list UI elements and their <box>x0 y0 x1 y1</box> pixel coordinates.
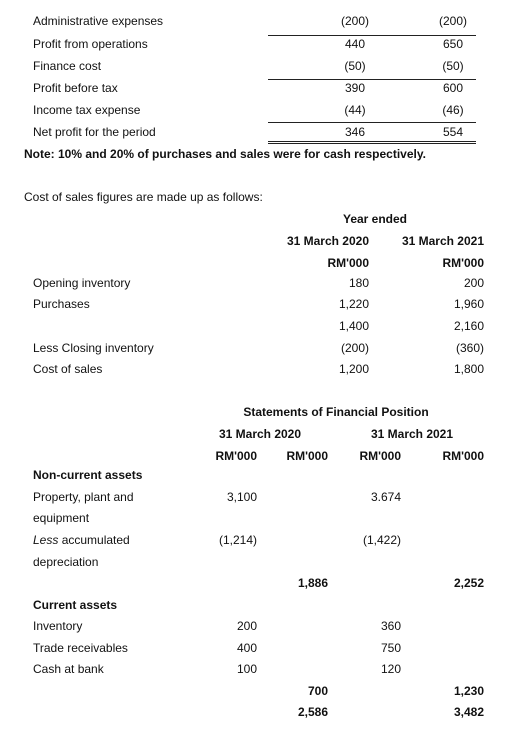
value-2020: 100 <box>236 662 257 676</box>
value-2021: (50) <box>442 59 464 73</box>
row-label: Finance cost <box>33 59 102 73</box>
value-2021: 360 <box>380 619 401 633</box>
value-2021: 120 <box>380 662 401 676</box>
ppe-2020: 3,100 <box>226 490 257 504</box>
date-2020: 31 March 2020 <box>218 427 302 441</box>
ppe-label: Property, plant and <box>33 490 134 504</box>
date-2021: 31 March 2021 <box>370 427 454 441</box>
section-title: Statements of Financial Position <box>243 405 429 419</box>
value-2020: 1,220 <box>338 297 369 311</box>
depreciation-2021: (1,422) <box>362 533 401 547</box>
row-label: Inventory <box>33 619 83 633</box>
value-2021: 554 <box>442 125 464 139</box>
cash-note: Note: 10% and 20% of purchases and sales were for cash respectively. <box>24 147 426 161</box>
value-2021: 600 <box>442 81 464 95</box>
row-label: Net profit for the period <box>33 125 156 139</box>
underline <box>268 35 476 36</box>
value-2020: 180 <box>348 276 369 290</box>
value-2021: (360) <box>455 341 484 355</box>
row-label: Cost of sales <box>33 362 103 376</box>
date-2021: 31 March 2021 <box>401 234 484 248</box>
value-2020: 200 <box>236 619 257 633</box>
double-underline-bottom <box>268 143 476 144</box>
depreciation-label-cont: depreciation <box>33 555 99 569</box>
value-2020: (200) <box>340 14 369 28</box>
row-label: Cash at bank <box>33 662 104 676</box>
row-label: Income tax expense <box>33 103 141 117</box>
depreciation-label <box>33 533 130 547</box>
depreciation-label-rest: accumulated <box>58 533 130 547</box>
value-2020: 400 <box>236 641 257 655</box>
row-label: Profit before tax <box>33 81 118 95</box>
value-2021: 2,160 <box>453 319 484 333</box>
ppe-label-cont: equipment <box>33 511 90 525</box>
nca-total-2020: 1,886 <box>297 576 328 590</box>
section-intro: Cost of sales figures are made up as follows: <box>24 190 263 204</box>
nca-total-2021: 2,252 <box>453 576 484 590</box>
depreciation-2020: (1,214) <box>218 533 257 547</box>
unit-2021: RM'000 <box>442 256 484 270</box>
row-label: Administrative expenses <box>33 14 164 28</box>
value-2020: (50) <box>344 59 366 73</box>
ca-total-2020: 700 <box>307 684 328 698</box>
ppe-2021: 3.674 <box>370 490 401 504</box>
value-2020: 440 <box>344 37 366 51</box>
current-assets-heading: Current assets <box>33 598 118 612</box>
less-word: Less <box>33 533 59 547</box>
value-2021: 1,960 <box>453 297 484 311</box>
double-underline-top <box>268 141 476 142</box>
value-2021: (200) <box>438 14 467 28</box>
unit-2020: RM'000 <box>327 256 369 270</box>
value-2021: 200 <box>463 276 484 290</box>
row-label: Opening inventory <box>33 276 131 290</box>
noncurrent-assets-heading: Non-current assets <box>33 468 143 482</box>
year-ended-heading: Year ended <box>342 212 408 226</box>
row-label: Profit from operations <box>33 37 148 51</box>
row-label: Less Closing inventory <box>33 341 154 355</box>
date-2020: 31 March 2020 <box>286 234 369 248</box>
value-2021: (46) <box>442 103 464 117</box>
unit-heading: RM'000 <box>442 449 484 463</box>
unit-heading: RM'000 <box>286 449 328 463</box>
value-2021: 650 <box>442 37 464 51</box>
unit-heading: RM'000 <box>359 449 401 463</box>
value-2020: (44) <box>344 103 366 117</box>
value-2020: 1,400 <box>338 319 369 333</box>
value-2020: (200) <box>340 341 369 355</box>
value-2020: 1,200 <box>338 362 369 376</box>
row-label: Purchases <box>33 297 90 311</box>
value-2020: 346 <box>344 125 366 139</box>
grand-total-2020: 2,586 <box>297 705 328 719</box>
row-label: Trade receivables <box>33 641 128 655</box>
value-2020: 390 <box>344 81 366 95</box>
ca-total-2021: 1,230 <box>453 684 484 698</box>
grand-total-2021: 3,482 <box>453 705 484 719</box>
underline <box>268 122 476 123</box>
value-2021: 750 <box>380 641 401 655</box>
underline <box>268 79 476 80</box>
unit-heading: RM'000 <box>215 449 257 463</box>
value-2021: 1,800 <box>453 362 484 376</box>
